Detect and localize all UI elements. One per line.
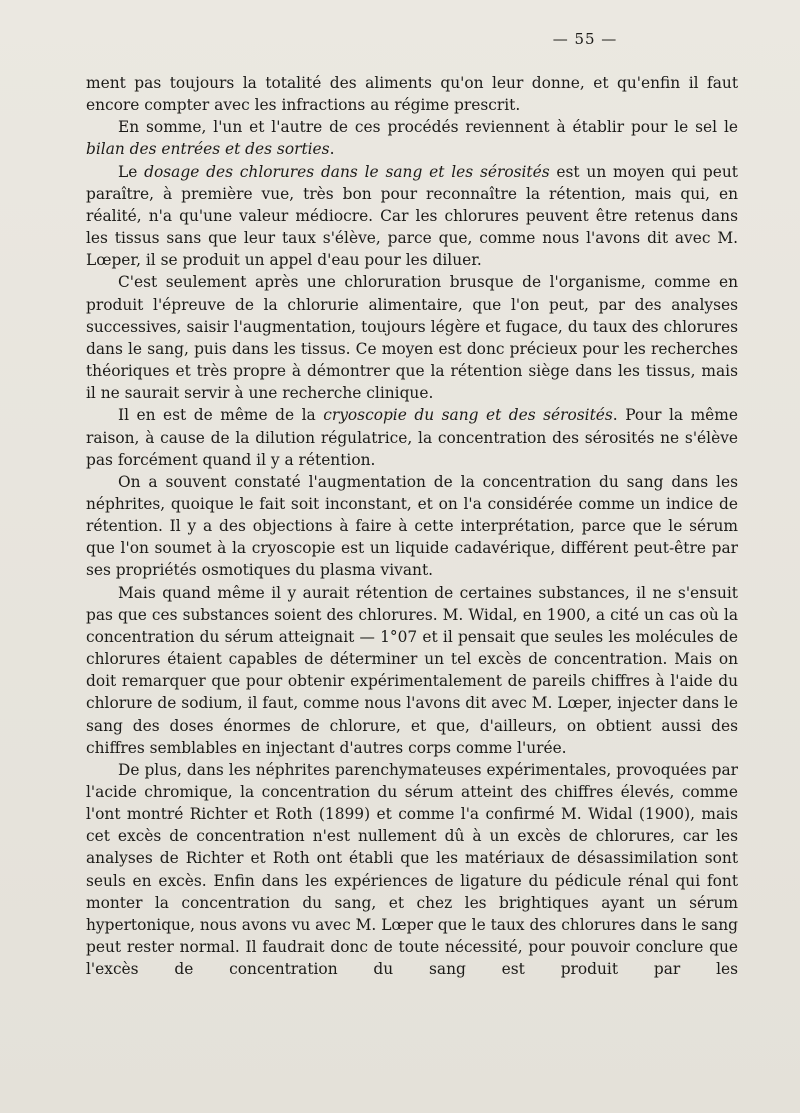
text-run: . Pour la même raison, à cause de la dilution régulatrice, la concentration des sérosités ne s'élève pas forcément quand il y a rétention. [86,406,738,469]
text-run: De plus, dans les néphrites parenchymateuses expérimentales, provoquées par l'acide chromique, la concentration du sérum atteint des chiffres élevés, comme l'ont montré Richter et Roth (1899) et comme l'a confirmé M. Widal (1900), mais cet excès de concentration n'est nullement dû à un excès de chlorures, car les analyses de Richter et Roth ont établi que les matériaux de désassimilation sont seuls en excès. Enfin dans les expériences de ligature du pédicule rénal qui font monter la concentration du sang, et chez les brightiques ayant un sérum hypertonique, nous avons vu avec M. Lœper que le taux des chlorures dans le sang peut rester normal. Il faudrait donc de toute nécessité, pour pouvoir conclure que l'excès de concentration du sang est produit par les [86,760,738,979]
paragraph [86,72,738,116]
paragraph [86,116,738,160]
text-run: Le [118,162,145,181]
text-run: ment pas toujours la totalité des aliments qu'on leur donne, et qu'enfin il faut encore compter avec les infractions au régime prescrit. [86,74,738,115]
paragraph [86,161,738,272]
italic-text: cryoscopie du sang et des sérosités [323,406,613,425]
italic-text: dosage des chlorures dans le sang et les sérosités [144,162,550,181]
text-run: C'est seulement après une chloruration brusque de l'organisme, comme en produit l'épreuve de la chlorurie alimentaire, que l'on peut, par des analyses successives, saisir l'augmentation, toujours légère et fugace, du taux des chlorures dans le sang, puis dans les tissus. Ce moyen est donc précieux pour les recherches théoriques et très propre à démontrer que la rétention siège dans les tissus, mais il ne saurait servir à une recherche clinique. [86,273,738,403]
paragraph [86,404,738,470]
italic-text: bilan des entrées et des sorties [86,140,330,159]
text-run: En somme, l'un et l'autre de ces procédés reviennent à établir pour le sel le [118,118,738,137]
paragraph [86,471,738,582]
text-run: On a souvent constaté l'augmentation de la concentration du sang dans les néphrites, quoique le fait soit inconstant, et on l'a considérée comme un indice de rétention. Il y a des objections à faire à cette interprétation, parce que le sérum que l'on soumet à la cryoscopie est un liquide cadavérique, différent peut-être par ses propriétés osmotiques du plasma vivant. [86,472,738,580]
page-number: — 55 — [552,30,618,48]
paragraph [86,582,738,759]
text-run: est un moyen qui peut paraître, à première vue, très bon pour reconnaître la rétention, mais qui, en réalité, n'a qu'une valeur médiocre. Car les chlorures peuvent être retenus dans les tissus sans que leur taux s'élève, parce que, comme nous l'avons dit avec M. Lœper, il se produit un appel d'eau pour les diluer. [86,162,738,270]
text-run: Il en est de même de la [118,406,324,425]
text-run: Mais quand même il y aurait rétention de certaines substances, il ne s'ensuit pas que ces substances soient des chlorures. M. Widal, en 1900, a cité un cas où la concentration du sérum atteignait — 1°07 et il pensait que seules les molécules de chlorures étaient capables de déterminer un tel excès de concentration. Mais on doit remarquer que pour obtenir expérimentalement de pareils chiffres à l'aide du chlorure de sodium, il faut, comme nous l'avons dit avec M. Lœper, injecter dans le sang des doses énormes de chlorure, et que, d'ailleurs, on obtient aussi des chiffres semblables en injectant d'autres corps comme l'urée. [86,583,738,757]
paragraph [86,759,738,981]
text-run: . [329,140,335,159]
paragraph [86,271,738,404]
body-text [86,72,738,980]
